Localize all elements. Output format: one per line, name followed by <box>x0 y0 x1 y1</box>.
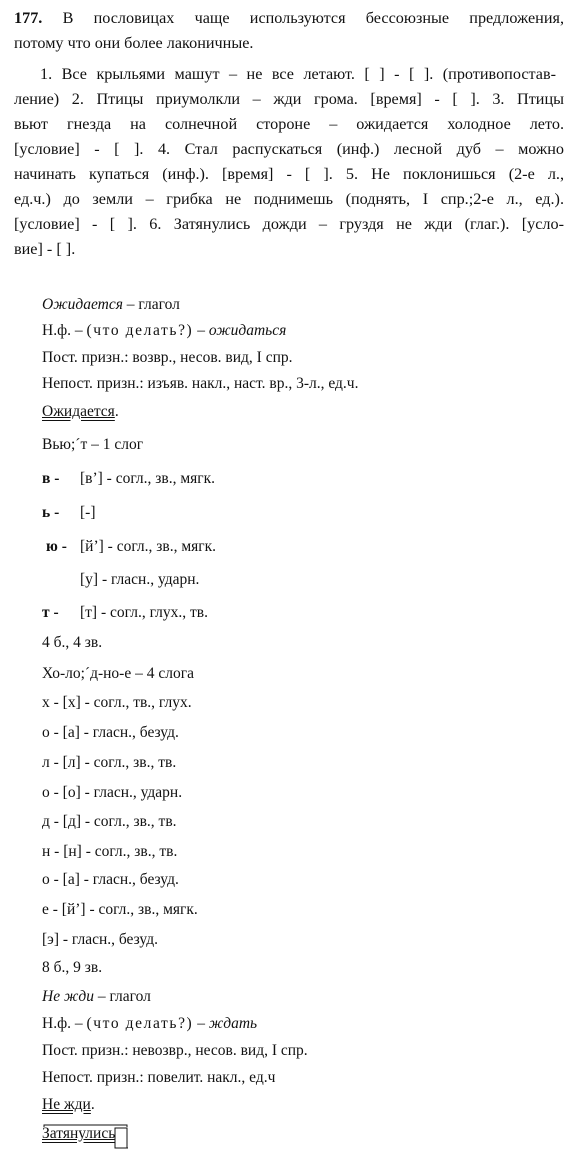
analysis2-title: Не жди – глагол <box>42 988 151 1005</box>
phonetic2-row: л - [л] - согл., зв., тв. <box>42 754 177 771</box>
phonetic2-row: х - [х] - согл., тв., глух. <box>42 694 192 711</box>
proverbs-line: начинать купаться (инф.). [время] - [ ]. 5. Не поклонишься (2-е л., <box>14 165 564 183</box>
phonetic2-row: е - [й’] - согл., зв., мягк. <box>42 901 198 918</box>
phonetic2-row: о - [а] - гласн., безуд. <box>42 871 179 888</box>
analysis1-constant-features: Пост. призн.: возвр., несов. вид, I спр. <box>42 349 293 366</box>
intro-paragraph <box>14 6 564 56</box>
analysis1-initial-form: Н.ф. – (что делать?) – ожидаться <box>42 322 287 339</box>
proverbs-line: вие] - [ ]. <box>14 240 76 258</box>
analysis1-title: Ожидается – глагол <box>42 296 180 313</box>
phonetic1-row: т - [т] - согл., глух., тв. <box>42 604 208 621</box>
proverbs-line: вьют гнезда на солнечной стороне – ожидается холодное лето. <box>14 115 564 133</box>
phonetic1-row: ю - [й’] - согл., зв., мягк. <box>46 538 217 555</box>
analysis1-syntactic-role: Ожидается. <box>42 403 119 420</box>
morpheme-marks-icon <box>42 1124 137 1164</box>
proverbs-line: ед.ч.) до земли – грибка не поднимешь (поднять, I спр.;2-е л., ед.). <box>14 190 564 208</box>
phonetic2-row: [э] - гласн., безуд. <box>42 931 158 948</box>
proverbs-line: ление) 2. Птицы приумолкли – жди грома. [время] - [ ]. 3. Птицы <box>14 90 564 108</box>
proverbs-line: [условие] - [ ]. 4. Стал распускаться (инф.) лесной дуб – можно <box>14 140 564 158</box>
proverbs-line: [условие] - [ ]. 6. Затянулись дожди – груздя не жди (глаг.). [усло- <box>14 215 564 233</box>
phonetic1-row: в - [в’] - согл., зв., мягк. <box>42 470 216 487</box>
proverbs-paragraph-body <box>14 87 564 262</box>
proverbs-paragraph <box>40 62 556 87</box>
analysis2-variable-features: Непост. призн.: повелит. накл., ед.ч <box>42 1069 276 1086</box>
intro-line-1: В пословицах чаще используются бессоюзные предложения, <box>62 9 565 27</box>
proverbs-line: 1. Все крыльями машут – не все летают. [ ] - [ ]. (противопостав- <box>40 65 556 83</box>
analysis2-syntactic-role: Не жди. <box>42 1096 95 1113</box>
phonetic2-row: д - [д] - согл., зв., тв. <box>42 813 177 830</box>
analysis2-constant-features: Пост. призн.: невозвр., несов. вид, I спр. <box>42 1042 308 1059</box>
phonetic1-total: 4 б., 4 зв. <box>42 634 103 651</box>
phonetic2-row: о - [а] - гласн., безуд. <box>42 724 179 741</box>
analysis1-variable-features: Непост. призн.: изъяв. накл., наст. вр., 3-л., ед.ч. <box>42 375 359 392</box>
exercise-number: 177. <box>14 9 43 27</box>
phonetic2-row: н - [н] - согл., зв., тв. <box>42 843 178 860</box>
phonetic1-row: ь - [-] <box>42 504 96 521</box>
phonetic2-total: 8 б., 9 зв. <box>42 959 103 976</box>
intro-line-2: потому что они более лаконичные. <box>14 34 254 52</box>
analysis2-last-word: Затянулись <box>42 1125 116 1142</box>
analysis2-initial-form: Н.ф. – (что делать?) – ждать <box>42 1015 258 1032</box>
phonetic2-header: Хо-ло;´д-но-е – 4 слога <box>42 665 194 682</box>
phonetic2-row: о - [о] - гласн., ударн. <box>42 784 183 801</box>
phonetic1-header: Вью;´т – 1 слог <box>42 436 144 453</box>
phonetic1-row: [у] - гласн., ударн. <box>80 571 200 588</box>
